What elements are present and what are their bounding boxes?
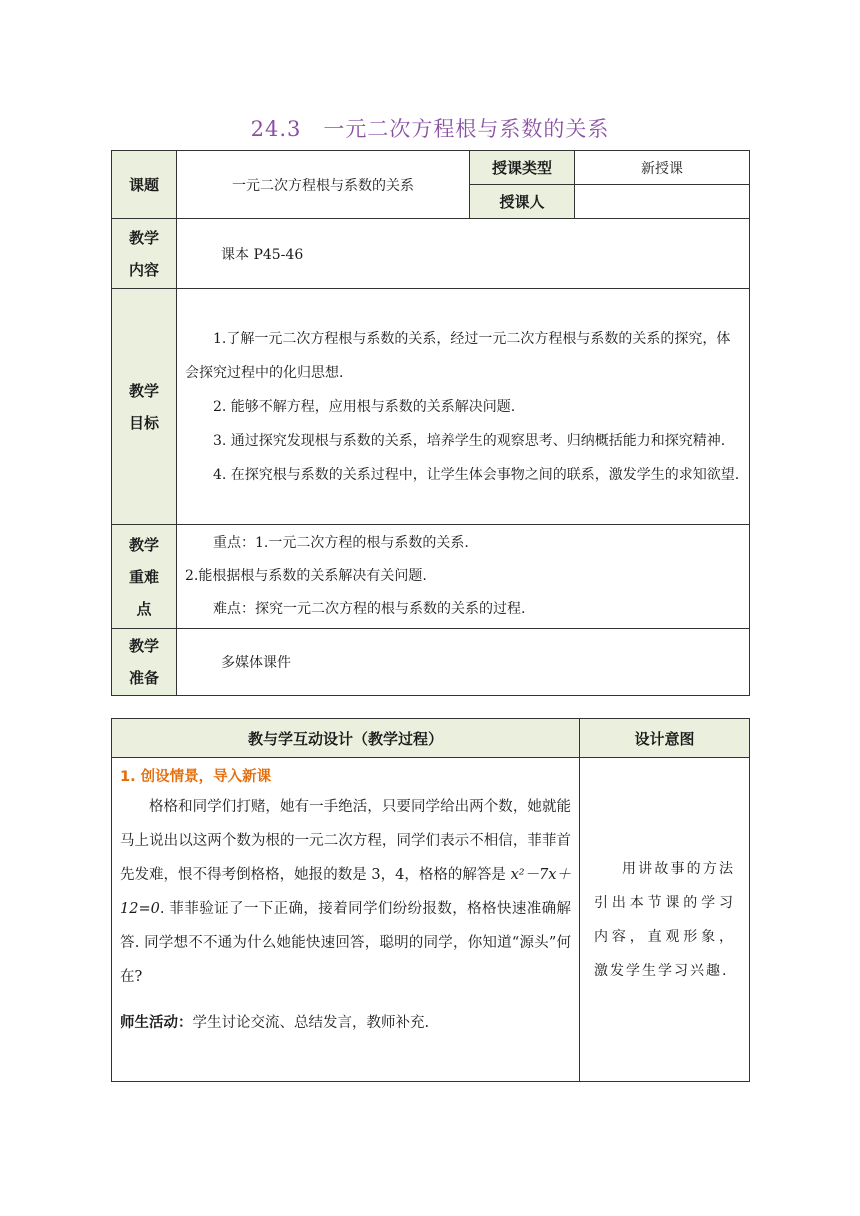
goals-list — [177, 289, 750, 525]
content-label-line2: 内容 — [128, 260, 159, 279]
story-text-before: 格格和同学们打赌，她有一手绝活，只要同学给出两个数，她就能马上说出以这两个数为根的一元二次方程，同学们表示不相信，菲菲首先发难，恨不得考倒格格，她报的数是 3，4，格格的解答是 — [120, 799, 571, 883]
prep-value: 多媒体课件 — [177, 629, 750, 696]
activity-text: 学生讨论交流、总结发言，教师补充. — [192, 1015, 430, 1031]
keypoints-label-line2: 重难 — [128, 567, 159, 586]
process-header: 教与学互动设计（教学过程） — [112, 719, 580, 758]
content-label — [112, 219, 177, 289]
prep-label-line2: 准备 — [128, 669, 159, 687]
page-title: 24.3 一元二次方程根与系数的关系 — [250, 117, 610, 141]
process-body — [112, 758, 580, 1082]
goals-label — [112, 289, 177, 525]
intent-text: 用讲故事的方法引出本节课的学习内容，直观形象，激发学生学习兴趣. — [594, 860, 735, 979]
keypoints-label — [112, 525, 177, 629]
story-paragraph — [120, 790, 571, 994]
teacher-label: 授课人 — [470, 185, 575, 219]
goal-item: 2. 能够不解方程，应用根与系数的关系解决问题. — [213, 398, 516, 415]
teacher-value — [575, 185, 750, 219]
goals-label-line1: 教学 — [128, 381, 159, 400]
teaching-process-table — [111, 718, 750, 1082]
activity-line — [120, 1006, 571, 1040]
section-title: 1. 创设情景，导入新课 — [120, 769, 272, 785]
lesson-info-table — [111, 150, 750, 696]
intent-cell — [580, 758, 750, 1082]
content-label-line1: 教学 — [128, 228, 159, 247]
activity-label: 师生活动： — [120, 1015, 193, 1031]
prep-label-line1: 教学 — [128, 637, 159, 655]
type-value: 新授课 — [575, 151, 750, 185]
topic-value: 一元二次方程根与系数的关系 — [177, 151, 470, 219]
goal-item: 4. 在探究根与系数的关系过程中，让学生体会事物之间的联系，激发学生的求知欲望. — [213, 466, 740, 483]
goal-item: 1.了解一元二次方程根与系数的关系，经过一元二次方程根与系数的关系的探究，体会探究过程中的化归思想. — [185, 330, 731, 381]
keypoint-item: 难点：探究一元二次方程的根与系数的关系的过程. — [213, 601, 526, 617]
goal-item: 3. 通过探究发现根与系数的关系，培养学生的观察思考、归纳概括能力和探究精神. — [213, 432, 726, 449]
story-text-after: . 菲菲验证了一下正确，接着同学们纷纷报数，格格快速准确解答. 同学想不不通为什么她能快速回答，聪明的同学，你知道“源头”何在? — [120, 901, 571, 985]
prep-label — [112, 629, 177, 696]
keypoints-list — [177, 525, 750, 629]
equation: x²－7x＋12=0 — [120, 867, 571, 917]
type-label: 授课类型 — [470, 151, 575, 185]
topic-label: 课题 — [112, 151, 177, 219]
intent-header: 设计意图 — [580, 719, 750, 758]
content-value: 课本 P45-46 — [177, 219, 750, 289]
keypoint-item: 重点：1.一元二次方程的根与系数的关系. — [213, 535, 469, 551]
goals-label-line2: 目标 — [128, 413, 159, 432]
keypoints-label-line1: 教学 — [128, 535, 159, 554]
keypoints-label-line3: 点 — [136, 599, 152, 618]
keypoint-item: 2.能根据根与系数的关系解决有关问题. — [185, 568, 427, 584]
